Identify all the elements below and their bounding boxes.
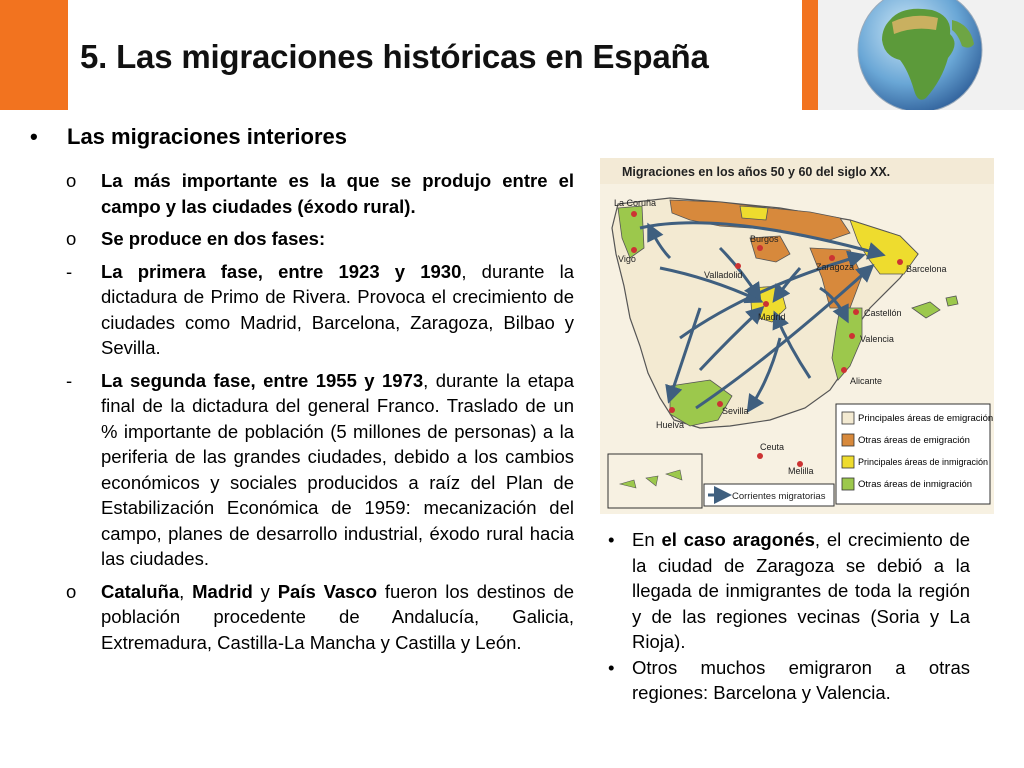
city-label: La Coruña bbox=[614, 198, 657, 208]
list-marker: o bbox=[66, 228, 77, 249]
city-label: Ceuta bbox=[760, 442, 785, 452]
item-text-bold: La segunda fase, entre 1955 y 1973 bbox=[101, 369, 424, 391]
city-label: Valladolid bbox=[704, 270, 743, 280]
left-content bbox=[66, 168, 574, 662]
item-text: , el crecimiento de la ciudad de Zaragoza se debió a la llegada de inmigrantes de toda la región y de las regiones vecinas (Soria y La Rioja). bbox=[632, 529, 970, 652]
legend-label: Principales áreas de emigración bbox=[858, 413, 994, 424]
flows-legend-label: Corrientes migratorias bbox=[732, 491, 826, 502]
city-label: Vigo bbox=[618, 254, 636, 264]
city-label: Alicante bbox=[850, 376, 883, 386]
list-item bbox=[66, 579, 574, 656]
right-content bbox=[608, 527, 970, 706]
bullet: • bbox=[608, 529, 615, 550]
item-text-bold: el caso aragonés bbox=[661, 529, 815, 550]
legend-label: Otras áreas de emigración bbox=[858, 435, 970, 446]
title-accent-block bbox=[0, 0, 68, 110]
list-item bbox=[66, 168, 574, 219]
globe-image bbox=[802, 0, 1024, 110]
item-text-bold: La primera fase, entre 1923 y 1930 bbox=[101, 260, 462, 282]
list-item bbox=[608, 655, 970, 706]
city-label: Burgos bbox=[750, 234, 779, 244]
item-text: , durante la etapa final de la dictadura del general Franco. Traslado de un % importante de población (5 millones de personas) a la periferia de las grandes ciudades, debido a los cambios económicos y sociales producidos a raíz del Plan de Estabilización Económica de 1959: mecanización del campo, planes de desarrollo industrial, éxodo rural hacia las ciudades. bbox=[101, 369, 574, 569]
separator: , bbox=[179, 580, 193, 602]
migration-map bbox=[600, 158, 994, 514]
list-marker: - bbox=[66, 260, 73, 282]
destination-cataluna: Cataluña bbox=[101, 580, 180, 602]
city-label: Barcelona bbox=[906, 264, 947, 274]
list-marker: o bbox=[66, 580, 77, 602]
destination-pais-vasco: País Vasco bbox=[277, 580, 378, 602]
city-label: Zaragoza bbox=[816, 262, 855, 272]
city-label: Castellón bbox=[864, 308, 902, 318]
item-text: fueron los destinos de población procedente de Andalucía, Galicia, Extremadura, Castilla-La Mancha y Castilla y León. bbox=[101, 580, 575, 653]
area-legend bbox=[836, 404, 993, 504]
balearic-islands-small bbox=[946, 296, 958, 306]
slide-title: 5. Las migraciones históricas en España bbox=[80, 38, 709, 75]
list-item bbox=[66, 259, 574, 361]
destination-madrid: Madrid bbox=[192, 580, 253, 602]
city-label: Valencia bbox=[860, 334, 894, 344]
list-item bbox=[66, 226, 574, 252]
city-label: Huelva bbox=[656, 420, 685, 430]
list-marker: o bbox=[66, 170, 77, 191]
map-title: Migraciones en los años 50 y 60 del siglo XX. bbox=[622, 165, 891, 179]
city-label: Melilla bbox=[788, 466, 814, 476]
section-heading: Las migraciones interiores bbox=[67, 124, 347, 149]
city-label: Madrid bbox=[758, 312, 786, 322]
separator: y bbox=[252, 580, 278, 602]
list-marker: - bbox=[66, 369, 73, 391]
city-label: Sevilla bbox=[722, 406, 749, 416]
item-text: Otros muchos emigraron a otras regiones: Barcelona y Valencia. bbox=[632, 656, 970, 703]
legend-label: Principales áreas de inmigración bbox=[858, 457, 989, 467]
item-text: , durante la dictadura de Primo de Rivera. Provoca el crecimiento de ciudades como Madrid, Barcelona, Zaragoza, Bilbao y Sevilla. bbox=[101, 260, 574, 358]
list-item bbox=[66, 368, 574, 572]
immigration-basque bbox=[740, 206, 768, 220]
bullet: • bbox=[608, 656, 615, 678]
item-text: En bbox=[632, 529, 662, 550]
item-text-bold: Se produce en dos fases: bbox=[101, 228, 326, 249]
legend-label: Otras áreas de inmigración bbox=[858, 479, 973, 490]
list-item bbox=[608, 527, 970, 655]
bullet: • bbox=[30, 124, 38, 149]
item-text-bold: La más importante es la que se produjo entre el campo y las ciudades (éxodo rural). bbox=[101, 170, 574, 217]
